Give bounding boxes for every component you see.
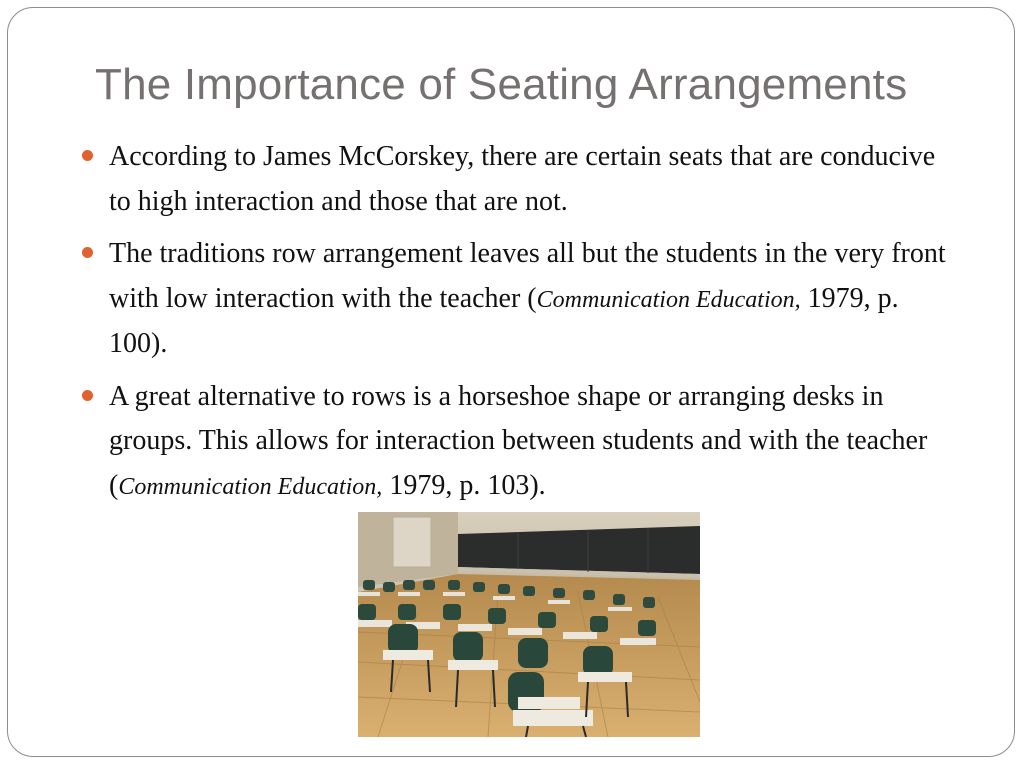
classroom-photo xyxy=(358,512,700,737)
citation-detail: 1979, p. 103). xyxy=(382,469,546,501)
slide-title: The Importance of Seating Arrangements xyxy=(95,60,908,109)
bullet-text: According to James McCorskey, there are certain seats that are conducive to high interaction and those that are not. xyxy=(109,141,936,217)
bullet-item-3 xyxy=(78,375,958,510)
citation-source: Communication Education, xyxy=(118,473,383,500)
bullet-dot-icon xyxy=(82,150,93,161)
bullet-text: The traditions row arrangement leaves all but the students in the very front with low interaction with the teacher ( xyxy=(109,238,946,314)
bullet-dot-icon xyxy=(82,247,93,258)
bullet-item-1 xyxy=(78,135,958,224)
bullet-list xyxy=(78,135,958,517)
bullet-text: A great alternative to rows is a horseshoe shape or arranging desks in groups. This allows for interaction between students and with the teacher ( xyxy=(109,380,928,501)
bullet-item-2 xyxy=(78,232,958,367)
citation-detail: 1979, p. 100). xyxy=(109,282,899,359)
citation-source: Communication Education, xyxy=(536,286,801,313)
bullet-dot-icon xyxy=(82,390,93,401)
classroom-illustration xyxy=(358,512,700,737)
